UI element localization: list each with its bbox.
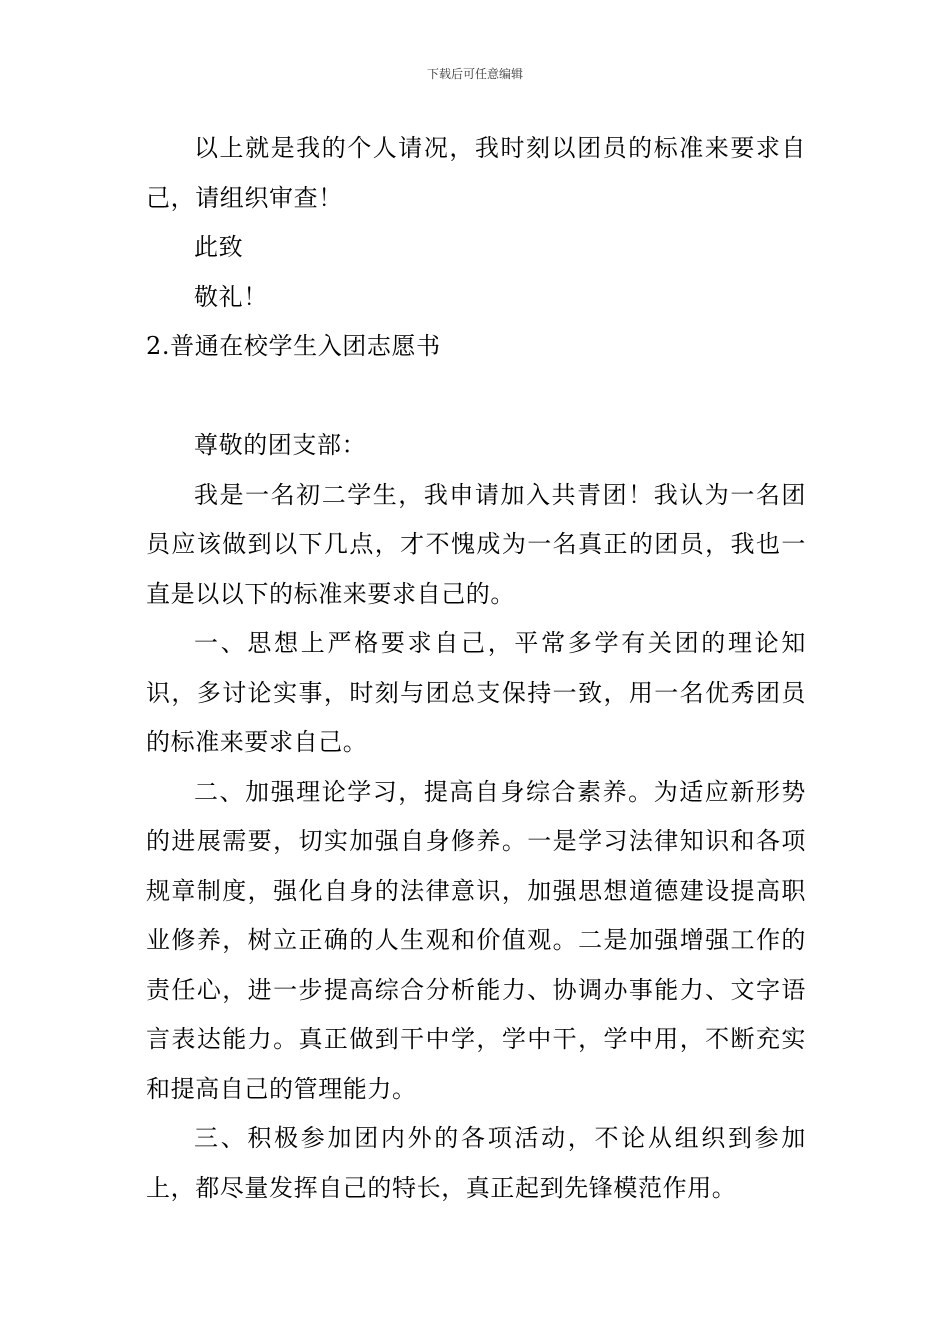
document-body (146, 124, 806, 1213)
closing-salutation: 此致 (194, 233, 244, 261)
body-paragraph-point-1: 一、思想上严格要求自己，平常多学有关团的理论知识，多讨论实事，时刻与团总支保持一致，用一名优秀团员的标准来要求自己。 (146, 629, 806, 756)
section-title: 2.普通在校学生入团志愿书 (146, 332, 441, 360)
body-paragraph-point-2: 二、加强理论学习，提高自身综合素养。为适应新形势的进展需要，切实加强自身修养。一是学习法律知识和各项规章制度，强化自身的法律意识，加强思想道德建设提高职业修养，树立正确的人生观和价值观。二是加强增强工作的责任心，进一步提高综合分析能力、协调办事能力、文字语言表达能力。真正做到干中学，学中干，学中用，不断充实和提高自己的管理能力。 (146, 777, 806, 1103)
body-paragraph-intro: 我是一名初二学生，我申请加入共青团！我认为一名团员应该做到以下几点，才不愧成为一名真正的团员，我也一直是以以下的标准来要求自己的。 (146, 480, 806, 608)
closing-paragraph: 以上就是我的个人请况，我时刻以团员的标准来要求自己，请组织审查！ (146, 134, 806, 212)
closing-regards: 敬礼！ (194, 282, 268, 311)
body-paragraph-point-3: 三、积极参加团内外的各项活动，不论从组织到参加上，都尽量发挥自己的特长，真正起到先锋模范作用。 (146, 1124, 806, 1202)
page-header-note: 下载后可任意编辑 (426, 67, 523, 81)
blank-spacer (146, 372, 806, 422)
letter-salutation: 尊敬的团支部： (194, 431, 367, 459)
